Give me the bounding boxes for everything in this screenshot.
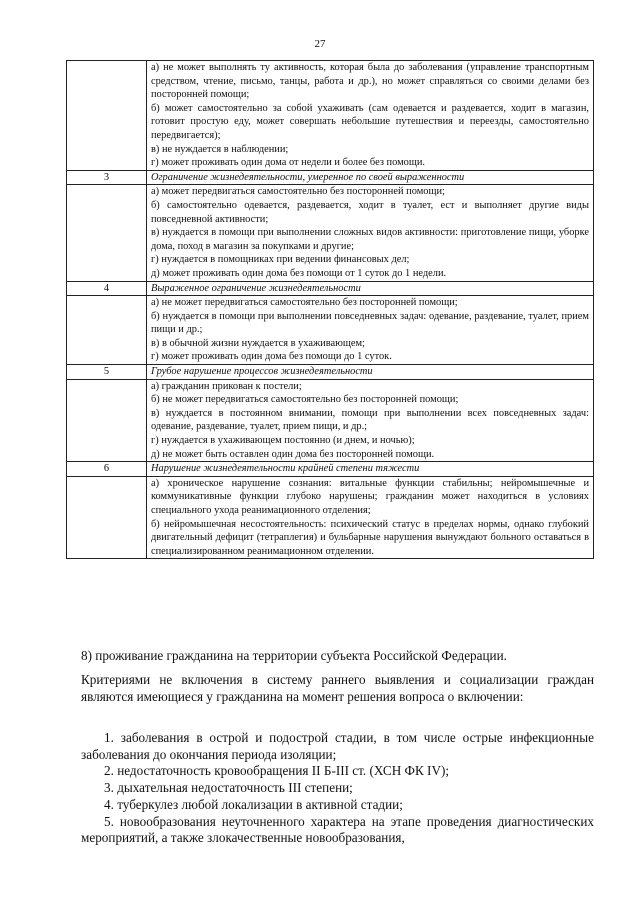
row-number-cell <box>67 61 147 171</box>
table-row <box>67 170 594 185</box>
row-number-cell <box>67 185 147 281</box>
category-title: Нарушение жизнедеятельности крайней степени тяжести <box>147 462 594 477</box>
category-title: Ограничение жизнедеятельности, умеренное по своей выраженности <box>147 170 594 185</box>
description-line: а) не может выполнять ту активность, которая была до заболевания (управление транспортным средством, чтение, письмо, танцы, работа и др.), но может справляться со своими делами без посторонней помощи; <box>151 62 589 101</box>
list-item: 4. туберкулез любой локализации в активной стадии; <box>104 796 403 812</box>
description-line: д) может проживать один дома без помощи от 1 суток до 1 недели. <box>151 267 447 279</box>
item-8-paragraph: 8) проживание гражданина на территории субъекта Российской Федерации. <box>81 648 507 663</box>
description-line: б) нуждается в помощи при выполнении повседневных задач: одевание, раздевание, туалет, прием пищи и др.; <box>151 310 589 336</box>
criteria-table <box>66 60 594 559</box>
description-line: б) не может передвигаться самостоятельно без посторонней помощи; <box>151 394 459 406</box>
description-line: г) нуждается в ухаживающем постоянно (и днем, и ночью); <box>151 435 415 447</box>
exclusion-list <box>81 730 594 847</box>
body-section <box>81 648 594 665</box>
table-row <box>67 296 594 365</box>
description-line: в) не нуждается в наблюдении; <box>151 143 289 155</box>
description-line: а) не может передвигаться самостоятельно без посторонней помощи; <box>151 297 458 309</box>
category-title: Грубое нарушение процессов жизнедеятельности <box>147 365 594 380</box>
row-number: 4 <box>67 281 147 296</box>
list-item: 3. дыхательная недостаточность III степени; <box>104 780 353 796</box>
description-line: а) может передвигаться самостоятельно без посторонней помощи; <box>151 186 445 198</box>
list-item: 1. заболевания в острой и подострой стадии, в том числе острые инфекционные заболевания до окончания периода изоляции; <box>81 730 594 762</box>
table-row <box>67 476 594 559</box>
row-number: 5 <box>67 365 147 380</box>
category-title: Выраженное ограничение жизнедеятельности <box>147 281 594 296</box>
description-line: б) может самостоятельно за собой ухаживать (сам одевается и раздевается, ходит в магазин, готовит простую еду, может совершать небольшие путешествия и переезды, самостоятельно передвигается); <box>151 102 589 141</box>
page-number: 27 <box>314 38 326 50</box>
row-description <box>147 296 594 365</box>
row-number: 3 <box>67 170 147 185</box>
table-row <box>67 281 594 296</box>
description-line: в) нуждается в постоянном внимании, помощи при выполнении всех повседневных задач: одевание, раздевание, туалет, прием пищи, и др.; <box>151 407 589 433</box>
description-line: б) нейромышечная несостоятельность: психический статус в пределах нормы, однако глубокий двигательный дефицит (тетраплегия) и бульбарные нарушения вынуждают больного оставаться в специализированном реанимационном отделении. <box>151 518 589 557</box>
description-line: б) самостоятельно одевается, раздевается, ходит в туалет, ест и выполняет другие виды повседневной активности; <box>151 199 589 225</box>
description-line: а) хроническое нарушение сознания: витальные функции стабильны; нейромышечные и коммуникативные функции глубоко нарушены; гражданин может находиться в условиях специального ухода реанимационного отделения; <box>151 477 589 516</box>
list-item: 5. новообразования неуточненного характера на этапе проведения диагностических мероприятий, а также злокачественные новообразования, <box>81 813 594 846</box>
row-number: 6 <box>67 462 147 477</box>
row-number-cell <box>67 296 147 365</box>
table-row <box>67 462 594 477</box>
description-line: г) нуждается в помощниках при ведении финансовых дел; <box>151 254 410 266</box>
description-line: г) может проживать один дома от недели и более без помощи. <box>151 157 426 169</box>
table-row <box>67 365 594 380</box>
row-number-cell <box>67 379 147 462</box>
description-line: в) в обычной жизни нуждается в ухаживающем; <box>151 337 365 349</box>
list-item: 2. недостаточность кровообращения II Б-III ст. (ХСН ФК IV); <box>104 763 450 779</box>
table-row <box>67 185 594 281</box>
criteria-intro-paragraph: Критериями не включения в систему раннего выявления и социализации граждан являются имеющиеся у гражданина на момент решения вопроса о включении: <box>81 672 594 704</box>
description-line: г) может проживать один дома без помощи до 1 суток. <box>151 351 392 363</box>
criteria-intro-section <box>81 672 594 705</box>
description-line: д) не может быть оставлен один дома без посторонней помощи. <box>151 448 435 460</box>
description-line: в) нуждается в помощи при выполнении сложных видов активности: приготовление пищи, уборке дома, поход в магазин за покупками и другие; <box>151 227 589 252</box>
row-description <box>147 379 594 462</box>
row-description <box>147 185 594 281</box>
row-description <box>147 61 594 171</box>
table-row <box>67 61 594 171</box>
row-number-cell <box>67 476 147 559</box>
description-line: а) гражданин прикован к постели; <box>151 380 302 392</box>
table-row <box>67 379 594 462</box>
row-description <box>147 476 594 559</box>
